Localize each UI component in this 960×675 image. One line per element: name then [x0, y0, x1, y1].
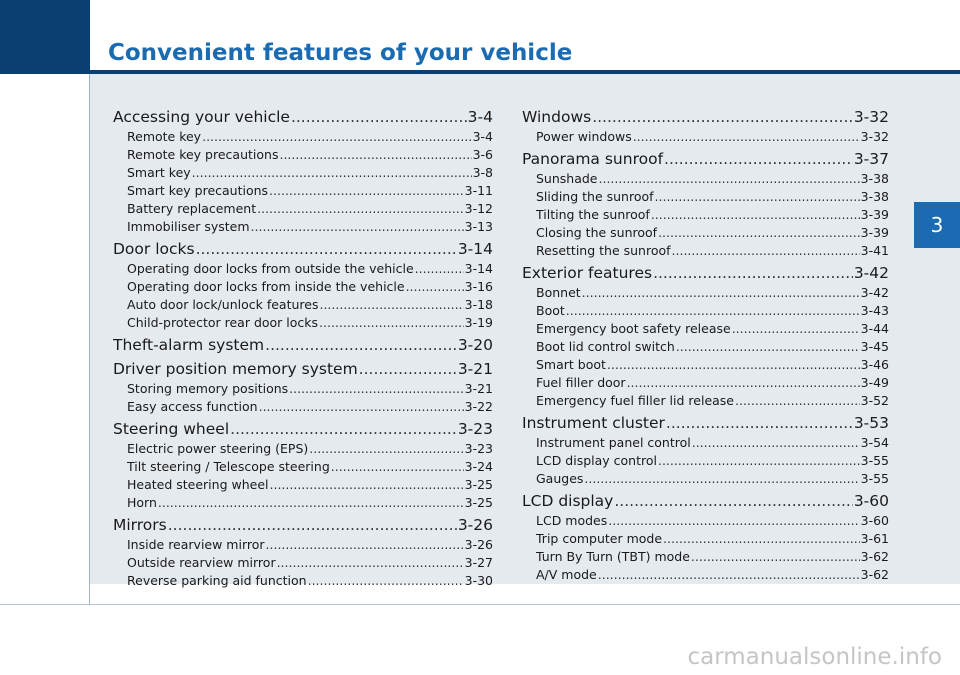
toc-item-emergency-boot-safety-release[interactable]	[522, 320, 889, 338]
toc-page-number: 3-49	[860, 375, 889, 390]
toc-entry-title: Panorama sunroof	[522, 150, 664, 168]
toc-dot-leader	[676, 338, 860, 356]
toc-page-number: 3-39	[860, 225, 889, 240]
toc-entry-title: Door locks	[113, 240, 195, 258]
toc-page-number: 3-27	[464, 555, 493, 570]
toc-dot-leader	[265, 335, 457, 356]
toc-page-number: 3-62	[860, 549, 889, 564]
toc-section-lcd-display[interactable]	[522, 490, 889, 512]
toc-entry-title: Driver position memory system	[113, 360, 358, 378]
toc-item-emergency-fuel-filler-lid-release[interactable]	[522, 392, 889, 410]
toc-page-number: 3-62	[860, 567, 889, 582]
toc-dot-leader	[270, 476, 464, 494]
toc-dot-leader	[566, 302, 860, 320]
toc-page-number: 3-6	[472, 147, 493, 162]
toc-dot-leader	[672, 242, 860, 260]
toc-page-number: 3-38	[860, 189, 889, 204]
toc-entry-title: Storing memory positions	[127, 381, 289, 396]
toc-entry-title: Boot lid control switch	[536, 339, 675, 354]
toc-item-lcd-modes[interactable]	[522, 512, 889, 530]
toc-page-number: 3-14	[457, 240, 493, 258]
toc-page-number: 3-54	[860, 435, 889, 450]
toc-item-a-v-mode[interactable]	[522, 566, 889, 584]
toc-entry-title: Heated steering wheel	[127, 477, 269, 492]
toc-item-child-protector-rear-door-locks[interactable]	[113, 314, 493, 332]
toc-dot-leader	[289, 380, 463, 398]
toc-entry-title: LCD display	[522, 492, 614, 510]
toc-page-number: 3-55	[860, 471, 889, 486]
toc-entry-title: Battery replacement	[127, 201, 257, 216]
toc-dot-leader	[608, 512, 859, 530]
toc-item-electric-power-steering-eps[interactable]	[113, 440, 493, 458]
toc-item-resetting-the-sunroof[interactable]	[522, 242, 889, 260]
toc-dot-leader	[666, 413, 853, 434]
toc-page-number: 3-26	[464, 537, 493, 552]
toc-left-column	[113, 106, 493, 592]
toc-page-number: 3-21	[464, 381, 493, 396]
toc-dot-leader	[599, 170, 860, 188]
toc-dot-leader	[732, 320, 860, 338]
toc-entry-title: Exterior features	[522, 264, 653, 282]
toc-dot-leader	[266, 536, 464, 554]
toc-page-number: 3-23	[457, 420, 493, 438]
toc-dot-leader	[168, 515, 457, 536]
toc-entry-title: Reverse parking aid function	[127, 573, 307, 588]
toc-entry-title: Electric power steering (EPS)	[127, 441, 309, 456]
toc-page-number: 3-16	[464, 279, 493, 294]
toc-item-operating-door-locks-from-outside-the-vehicle[interactable]	[113, 260, 493, 278]
toc-entry-title: Emergency boot safety release	[536, 321, 731, 336]
toc-section-group	[113, 106, 493, 236]
toc-page-number: 3-26	[457, 516, 493, 534]
toc-entry-title: Operating door locks from outside the vehicle	[127, 261, 414, 276]
toc-page-number: 3-18	[464, 297, 493, 312]
toc-section-steering-wheel[interactable]	[113, 418, 493, 440]
toc-dot-leader	[614, 491, 852, 512]
toc-entry-title: Easy access function	[127, 399, 258, 414]
toc-entry-title: Bonnet	[536, 285, 581, 300]
toc-page-number: 3-41	[860, 243, 889, 258]
toc-item-bonnet[interactable]	[522, 284, 889, 302]
toc-dot-leader	[359, 359, 457, 380]
toc-entry-title: Inside rearview mirror	[127, 537, 265, 552]
toc-entry-title: Smart key	[127, 165, 191, 180]
toc-item-tilting-the-sunroof[interactable]	[522, 206, 889, 224]
toc-page-number: 3-37	[853, 150, 889, 168]
toc-page-number: 3-30	[464, 573, 493, 588]
toc-dot-leader	[691, 548, 860, 566]
toc-item-sunshade[interactable]	[522, 170, 889, 188]
toc-page-number: 3-25	[464, 477, 493, 492]
toc-section-door-locks[interactable]	[113, 238, 493, 260]
toc-entry-title: Sliding the sunroof	[536, 189, 654, 204]
toc-page-number: 3-42	[853, 264, 889, 282]
toc-item-gauges[interactable]	[522, 470, 889, 488]
toc-entry-title: Theft-alarm system	[113, 336, 265, 354]
toc-section-group	[522, 148, 889, 260]
toc-page-number: 3-38	[860, 171, 889, 186]
toc-dot-leader	[230, 419, 457, 440]
toc-dot-leader	[331, 458, 464, 476]
toc-item-remote-key-precautions[interactable]	[113, 146, 493, 164]
toc-entry-title: Gauges	[536, 471, 584, 486]
toc-page-number: 3-45	[860, 339, 889, 354]
toc-section-accessing-your-vehicle[interactable]	[113, 106, 493, 128]
toc-entry-title: Sunshade	[536, 171, 598, 186]
toc-entry-title: Boot	[536, 303, 565, 318]
toc-item-sliding-the-sunroof[interactable]	[522, 188, 889, 206]
toc-entry-title: Windows	[522, 108, 592, 126]
toc-entry-title: Emergency fuel filler lid release	[536, 393, 734, 408]
toc-item-heated-steering-wheel[interactable]	[113, 476, 493, 494]
toc-item-boot-lid-control-switch[interactable]	[522, 338, 889, 356]
toc-item-immobiliser-system[interactable]	[113, 218, 493, 236]
toc-page-number: 3-22	[464, 399, 493, 414]
toc-dot-leader	[269, 182, 464, 200]
toc-page-number: 3-11	[464, 183, 493, 198]
toc-item-fuel-filler-door[interactable]	[522, 374, 889, 392]
toc-dot-leader	[309, 440, 463, 458]
toc-item-lcd-display-control[interactable]	[522, 452, 889, 470]
toc-page-number: 3-43	[860, 303, 889, 318]
toc-section-mirrors[interactable]	[113, 514, 493, 536]
toc-dot-leader	[279, 146, 471, 164]
toc-dot-leader	[735, 392, 860, 410]
toc-item-remote-key[interactable]	[113, 128, 493, 146]
toc-page-number: 3-32	[853, 108, 889, 126]
toc-section-panorama-sunroof[interactable]	[522, 148, 889, 170]
toc-dot-leader	[658, 452, 860, 470]
toc-dot-leader	[582, 284, 860, 302]
toc-section-group	[113, 358, 493, 416]
toc-page-number: 3-32	[860, 129, 889, 144]
toc-page-number: 3-55	[860, 453, 889, 468]
toc-entry-title: Turn By Turn (TBT) mode	[536, 549, 690, 564]
toc-page-number: 3-39	[860, 207, 889, 222]
toc-dot-leader	[664, 149, 853, 170]
toc-dot-leader	[651, 206, 860, 224]
toc-section-instrument-cluster[interactable]	[522, 412, 889, 434]
toc-page-number: 3-24	[464, 459, 493, 474]
toc-entry-title: A/V mode	[536, 567, 597, 582]
toc-item-smart-key-precautions[interactable]	[113, 182, 493, 200]
toc-page-number: 3-21	[457, 360, 493, 378]
toc-entry-title: Remote key	[127, 129, 202, 144]
toc-page-number: 3-8	[472, 165, 493, 180]
toc-item-easy-access-function[interactable]	[113, 398, 493, 416]
toc-dot-leader	[692, 434, 860, 452]
toc-dot-leader	[192, 164, 472, 182]
toc-section-group	[522, 262, 889, 410]
toc-dot-leader	[202, 128, 471, 146]
toc-entry-title: Power windows	[536, 129, 632, 144]
toc-section-group	[522, 106, 889, 146]
toc-entry-title: LCD display control	[536, 453, 657, 468]
toc-item-boot[interactable]	[522, 302, 889, 320]
toc-dot-leader	[259, 398, 464, 416]
toc-page-number: 3-14	[464, 261, 493, 276]
toc-dot-leader	[592, 107, 853, 128]
toc-dot-leader	[415, 260, 464, 278]
toc-page-number: 3-4	[472, 129, 493, 144]
toc-item-inside-rearview-mirror[interactable]	[113, 536, 493, 554]
toc-dot-leader	[658, 224, 860, 242]
toc-section-group	[113, 514, 493, 590]
toc-section-theft-alarm-system[interactable]	[113, 334, 493, 356]
toc-page-number: 3-60	[853, 492, 889, 510]
toc-entry-title: Immobiliser system	[127, 219, 250, 234]
toc-entry-title: Mirrors	[113, 516, 167, 534]
toc-section-group	[113, 418, 493, 512]
toc-dot-leader	[277, 554, 464, 572]
toc-item-operating-door-locks-from-inside-the-vehicle[interactable]	[113, 278, 493, 296]
toc-item-battery-replacement[interactable]	[113, 200, 493, 218]
toc-item-instrument-panel-control[interactable]	[522, 434, 889, 452]
toc-item-power-windows[interactable]	[522, 128, 889, 146]
toc-item-trip-computer-mode[interactable]	[522, 530, 889, 548]
toc-dot-leader	[584, 470, 859, 488]
toc-entry-title: Auto door lock/unlock features	[127, 297, 319, 312]
toc-section-group	[522, 412, 889, 488]
toc-dot-leader	[655, 188, 860, 206]
toc-dot-leader	[158, 494, 464, 512]
toc-item-storing-memory-positions[interactable]	[113, 380, 493, 398]
toc-dot-leader	[633, 128, 860, 146]
toc-item-horn[interactable]	[113, 494, 493, 512]
toc-item-tilt-steering-telescope-steering[interactable]	[113, 458, 493, 476]
toc-entry-title: Resetting the sunroof	[536, 243, 671, 258]
toc-entry-title: Closing the sunroof	[536, 225, 658, 240]
toc-entry-title: Fuel filler door	[536, 375, 626, 390]
toc-right-column	[522, 106, 889, 586]
toc-page-number: 3-25	[464, 495, 493, 510]
toc-entry-title: Child-protector rear door locks	[127, 315, 319, 330]
footer-rule	[0, 604, 960, 605]
toc-page-number: 3-52	[860, 393, 889, 408]
toc-section-group	[113, 334, 493, 356]
toc-page-number: 3-42	[860, 285, 889, 300]
toc-dot-leader	[406, 278, 464, 296]
toc-dot-leader	[319, 296, 463, 314]
toc-section-group	[522, 490, 889, 584]
toc-section-windows[interactable]	[522, 106, 889, 128]
toc-item-outside-rearview-mirror[interactable]	[113, 554, 493, 572]
toc-dot-leader	[308, 572, 464, 590]
chapter-tab[interactable]: 3	[914, 202, 960, 248]
toc-entry-title: Trip computer mode	[536, 531, 663, 546]
watermark: carmanualsonline.info	[687, 644, 942, 670]
toc-dot-leader	[653, 263, 853, 284]
toc-entry-title: Steering wheel	[113, 420, 230, 438]
toc-entry-title: Tilting the sunroof	[536, 207, 650, 222]
toc-entry-title: Outside rearview mirror	[127, 555, 276, 570]
toc-item-smart-boot[interactable]	[522, 356, 889, 374]
toc-item-closing-the-sunroof[interactable]	[522, 224, 889, 242]
toc-section-exterior-features[interactable]	[522, 262, 889, 284]
toc-section-driver-position-memory-system[interactable]	[113, 358, 493, 380]
toc-entry-title: Instrument cluster	[522, 414, 665, 432]
toc-dot-leader	[251, 218, 464, 236]
toc-item-reverse-parking-aid-function[interactable]	[113, 572, 493, 590]
toc-page-number: 3-23	[464, 441, 493, 456]
toc-page-number: 3-20	[457, 336, 493, 354]
toc-entry-title: Operating door locks from inside the vehicle	[127, 279, 405, 294]
toc-dot-leader	[663, 530, 860, 548]
toc-page-number: 3-19	[464, 315, 493, 330]
toc-entry-title: Smart boot	[536, 357, 606, 372]
toc-entry-title: Horn	[127, 495, 157, 510]
toc-page-number: 3-46	[860, 357, 889, 372]
page-title: Convenient features of your vehicle	[108, 40, 573, 66]
toc-page-number: 3-60	[860, 513, 889, 528]
toc-entry-title: Tilt steering / Telescope steering	[127, 459, 330, 474]
toc-dot-leader	[627, 374, 860, 392]
toc-page-number: 3-44	[860, 321, 889, 336]
toc-page-number: 3-53	[853, 414, 889, 432]
toc-entry-title: Accessing your vehicle	[113, 108, 290, 126]
header-corner-block	[0, 0, 90, 74]
toc-entry-title: Remote key precautions	[127, 147, 279, 162]
toc-item-smart-key[interactable]	[113, 164, 493, 182]
toc-dot-leader	[196, 239, 457, 260]
toc-page-number: 3-12	[464, 201, 493, 216]
toc-dot-leader	[319, 314, 464, 332]
toc-page-number: 3-61	[860, 531, 889, 546]
toc-entry-title: Smart key precautions	[127, 183, 269, 198]
toc-item-auto-door-lock-unlock-features[interactable]	[113, 296, 493, 314]
toc-entry-title: LCD modes	[536, 513, 608, 528]
toc-dot-leader	[291, 107, 467, 128]
toc-section-group	[113, 238, 493, 332]
toc-item-turn-by-turn-tbt-mode[interactable]	[522, 548, 889, 566]
toc-page-number: 3-4	[467, 108, 493, 126]
toc-dot-leader	[607, 356, 860, 374]
toc-dot-leader	[598, 566, 860, 584]
toc-entry-title: Instrument panel control	[536, 435, 691, 450]
toc-page-number: 3-13	[464, 219, 493, 234]
toc-dot-leader	[257, 200, 464, 218]
